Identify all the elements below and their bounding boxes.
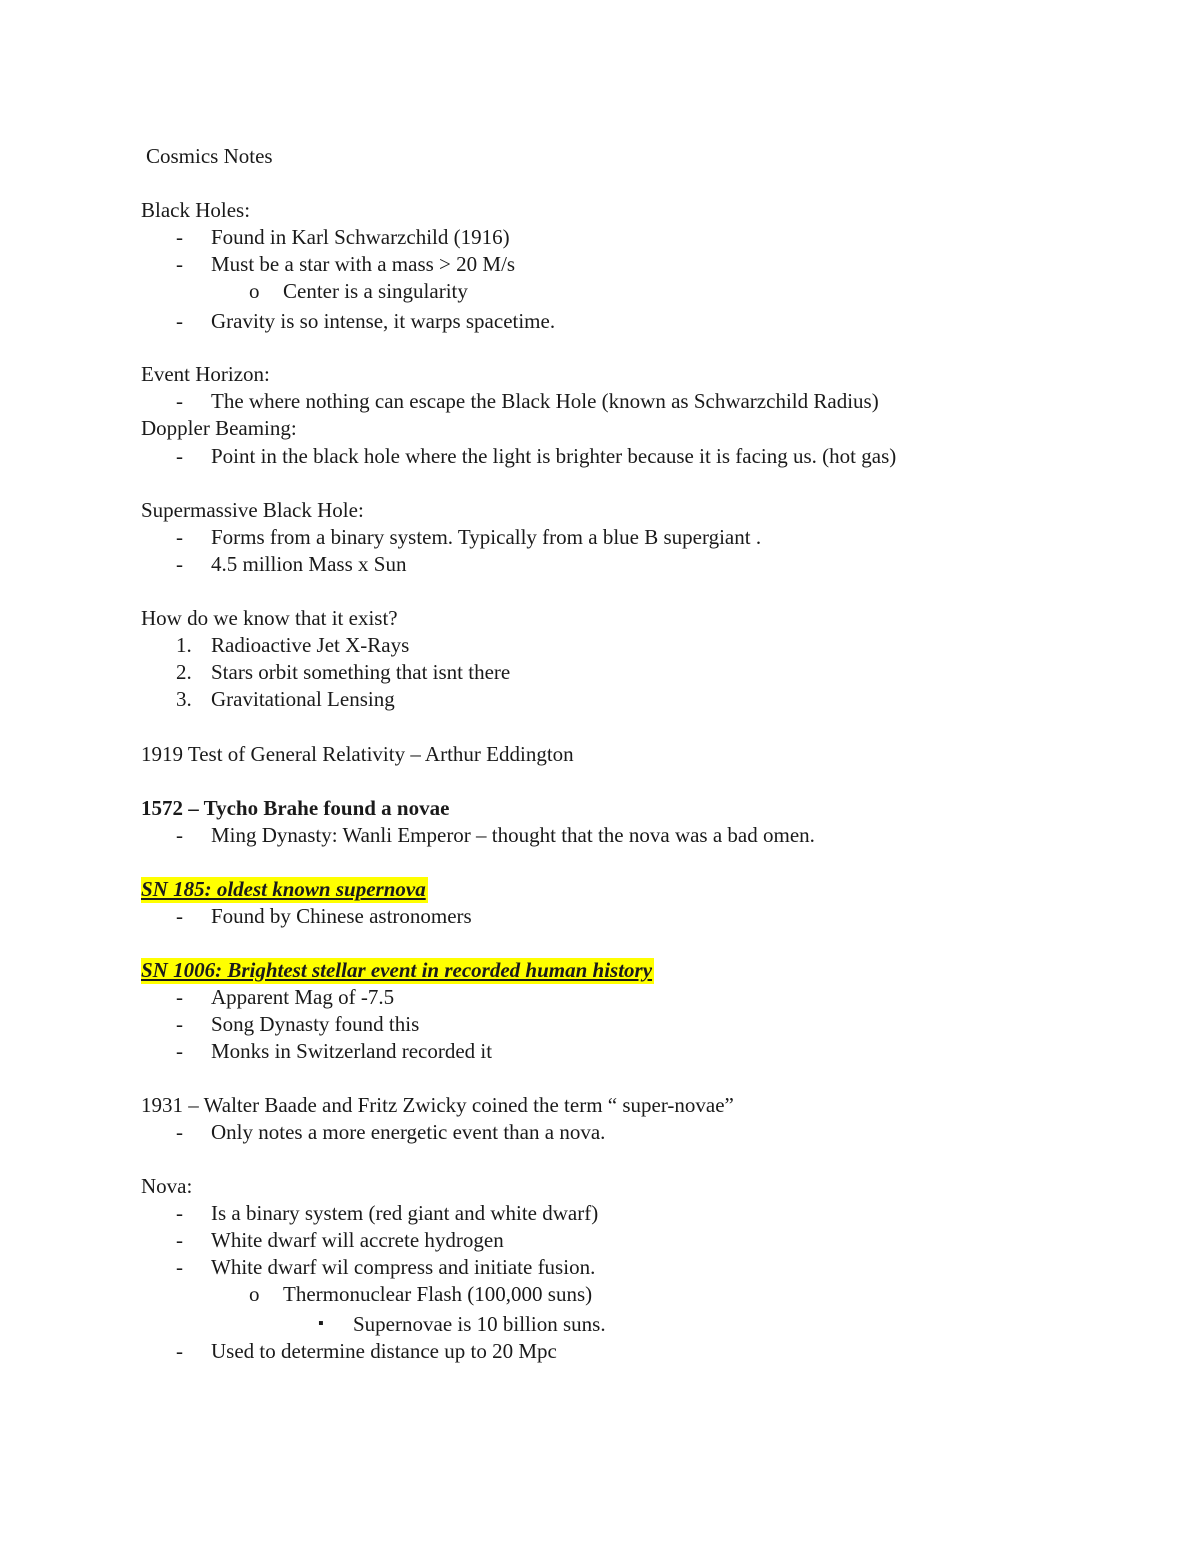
list-item: 4.5 million Mass x Sun bbox=[211, 552, 407, 576]
bullet-dash: - bbox=[176, 552, 183, 576]
list-item: White dwarf wil compress and initiate fusion. bbox=[211, 1255, 596, 1279]
supermassive-heading: Supermassive Black Hole: bbox=[141, 498, 364, 522]
bullet-dash: - bbox=[176, 525, 183, 549]
bullet-dash: - bbox=[176, 904, 183, 928]
list-item: Monks in Switzerland recorded it bbox=[211, 1039, 493, 1063]
sn185-highlight: SN 185: oldest known supernova bbox=[141, 877, 426, 901]
list-item: Used to determine distance up to 20 Mpc bbox=[211, 1339, 557, 1363]
bullet-dash: - bbox=[176, 1255, 183, 1279]
bullet-dash: - bbox=[176, 252, 183, 276]
baade-heading: 1931 – Walter Baade and Fritz Zwicky coined the term “ super-novae” bbox=[141, 1093, 734, 1117]
list-item: Forms from a binary system. Typically from a blue B supergiant . bbox=[211, 525, 762, 549]
list-item: The where nothing can escape the Black Hole (known as Schwarzchild Radius) bbox=[211, 389, 879, 413]
bullet-dash: - bbox=[176, 225, 183, 249]
bullet-dash: - bbox=[176, 1339, 183, 1363]
bullet-circle: o bbox=[249, 279, 260, 303]
list-item: Apparent Mag of -7.5 bbox=[211, 985, 395, 1009]
how-know-heading: How do we know that it exist? bbox=[141, 606, 398, 630]
list-item: Gravitational Lensing bbox=[211, 687, 395, 711]
list-item: Center is a singularity bbox=[283, 279, 468, 303]
list-item: Radioactive Jet X-Rays bbox=[211, 633, 410, 657]
bullet-dash: - bbox=[176, 1120, 183, 1144]
sn185-heading bbox=[141, 876, 428, 903]
list-item: Only notes a more energetic event than a nova. bbox=[211, 1120, 606, 1144]
sn1006-highlight: SN 1006: Brightest stellar event in recorded human history bbox=[141, 958, 653, 982]
list-number: 1. bbox=[176, 633, 192, 657]
list-item: Song Dynasty found this bbox=[211, 1012, 420, 1036]
relativity-1919-line: 1919 Test of General Relativity – Arthur Eddington bbox=[141, 742, 574, 766]
list-item: Found by Chinese astronomers bbox=[211, 904, 472, 928]
list-item: Stars orbit something that isnt there bbox=[211, 660, 511, 684]
bullet-dash: - bbox=[176, 985, 183, 1009]
list-item: Gravity is so intense, it warps spacetime. bbox=[211, 309, 556, 333]
sn1006-heading bbox=[141, 957, 654, 984]
bullet-dash: - bbox=[176, 444, 183, 468]
list-item: White dwarf will accrete hydrogen bbox=[211, 1228, 504, 1252]
black-holes-heading: Black Holes: bbox=[141, 198, 251, 222]
bullet-dash: - bbox=[176, 1201, 183, 1225]
list-item: Ming Dynasty: Wanli Emperor – thought that the nova was a bad omen. bbox=[211, 823, 815, 847]
list-item: Supernovae is 10 billion suns. bbox=[353, 1312, 606, 1336]
bullet-dash: - bbox=[176, 1228, 183, 1252]
tycho-heading: 1572 – Tycho Brahe found a novae bbox=[141, 796, 450, 820]
list-item: Point in the black hole where the light is brighter because it is facing us. (hot gas) bbox=[211, 444, 897, 468]
doppler-heading: Doppler Beaming: bbox=[141, 416, 297, 440]
bullet-dash: - bbox=[176, 389, 183, 413]
list-item: Is a binary system (red giant and white dwarf) bbox=[211, 1201, 599, 1225]
list-number: 3. bbox=[176, 687, 192, 711]
event-horizon-heading: Event Horizon: bbox=[141, 362, 270, 386]
document-title: Cosmics Notes bbox=[146, 144, 273, 168]
bullet-dash: - bbox=[176, 1039, 183, 1063]
list-item: Thermonuclear Flash (100,000 suns) bbox=[283, 1282, 593, 1306]
bullet-dash: - bbox=[176, 309, 183, 333]
bullet-dash: - bbox=[176, 823, 183, 847]
list-number: 2. bbox=[176, 660, 192, 684]
bullet-square: ▪ bbox=[318, 1315, 324, 1332]
list-item: Must be a star with a mass > 20 M/s bbox=[211, 252, 516, 276]
bullet-circle: o bbox=[249, 1282, 260, 1306]
list-item: Found in Karl Schwarzchild (1916) bbox=[211, 225, 510, 249]
bullet-dash: - bbox=[176, 1012, 183, 1036]
nova-heading: Nova: bbox=[141, 1174, 193, 1198]
